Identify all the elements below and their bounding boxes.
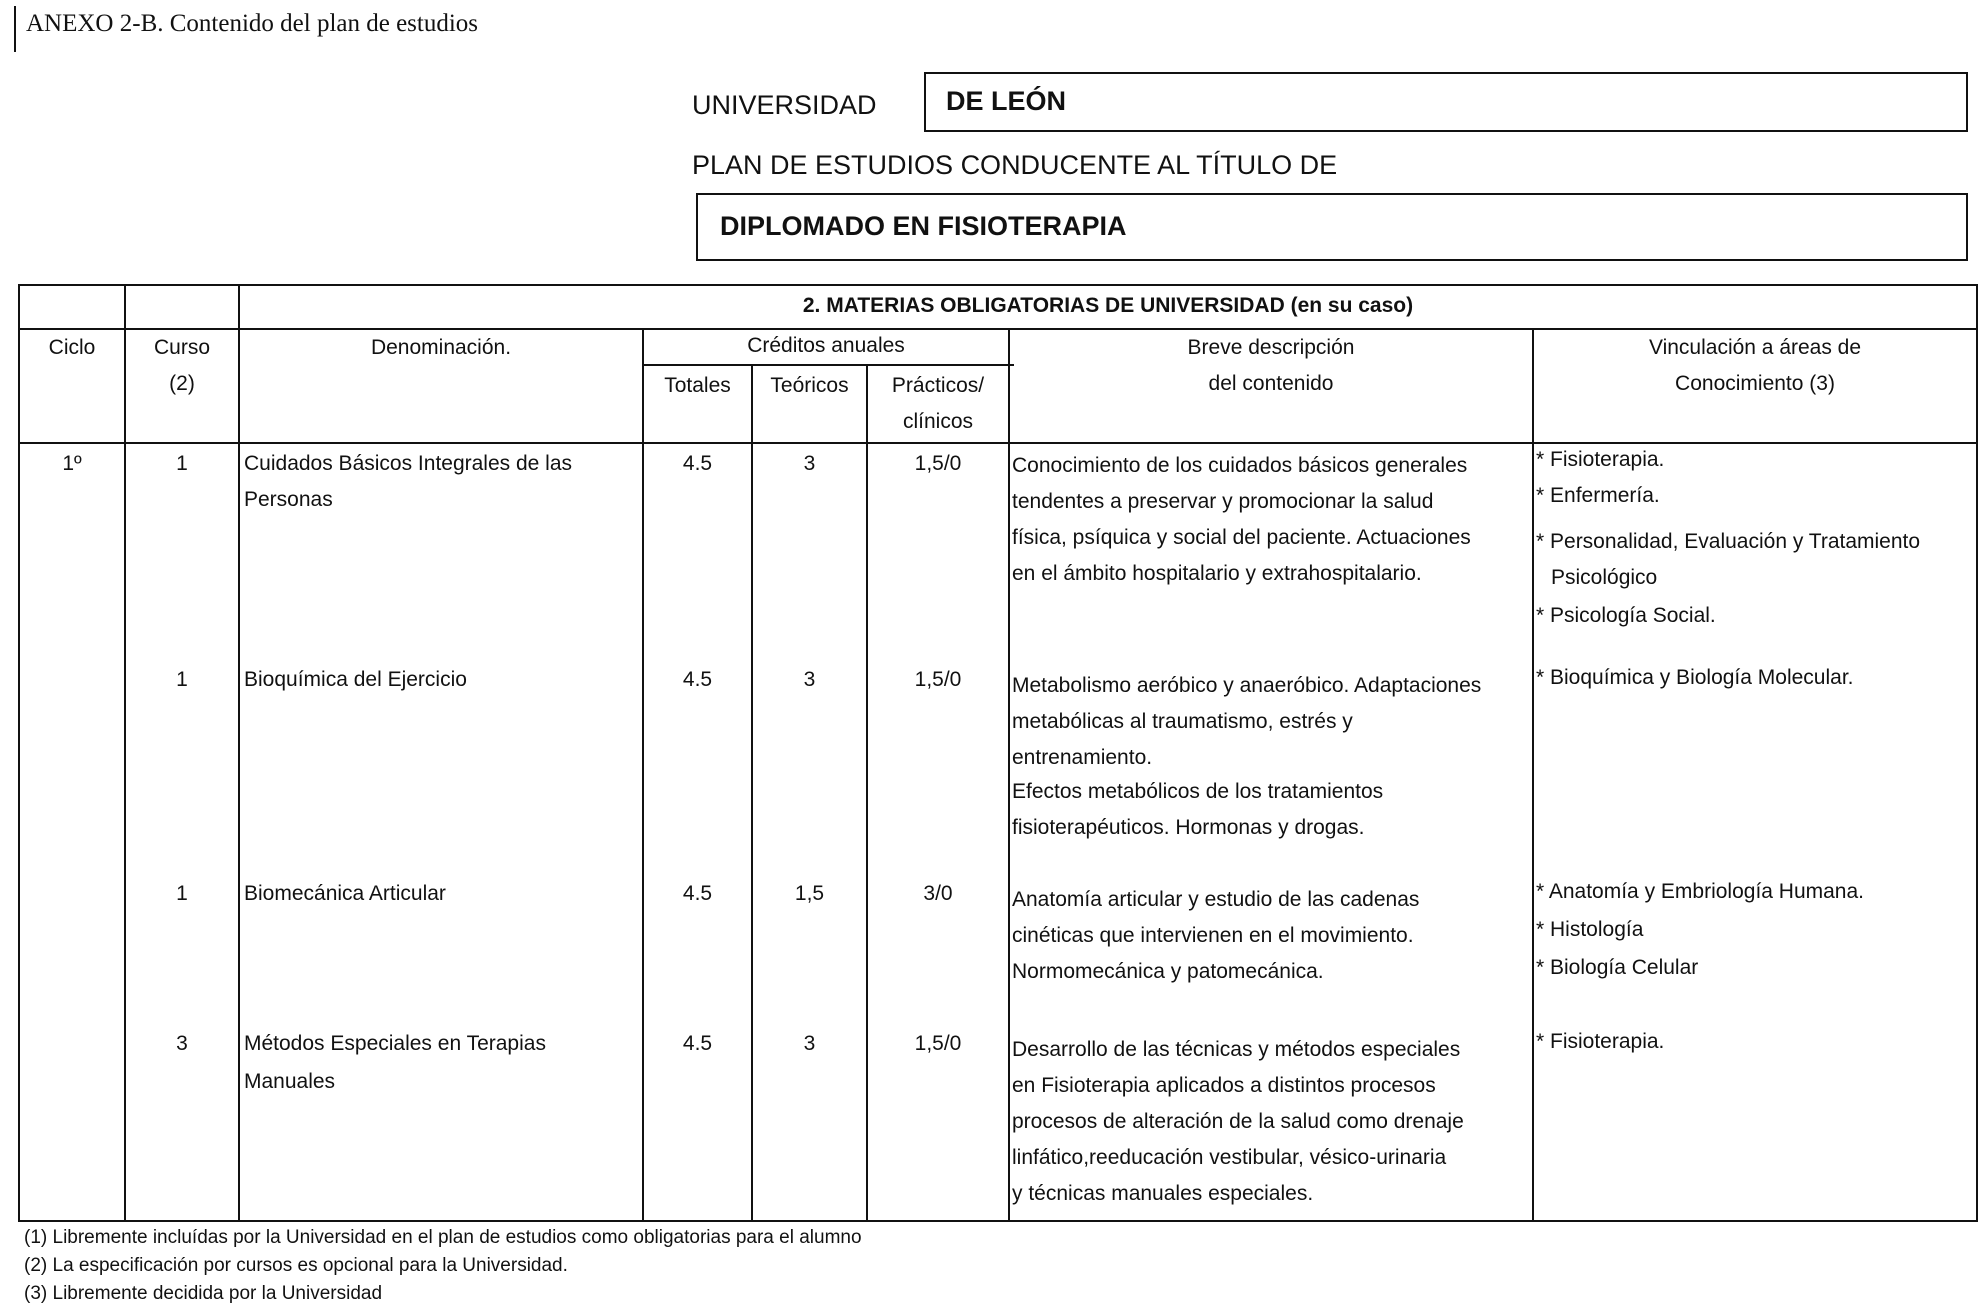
credits-subheader-divider [642, 364, 1014, 366]
table-border-right [1976, 284, 1978, 1222]
row-descripcion-line: tendentes a preservar y promocionar la salud [1012, 490, 1434, 513]
row-area: * Bioquímica y Biología Molecular. [1536, 666, 1854, 689]
row-practicos: 1,5/0 [914, 668, 962, 691]
row-practicos: 1,5/0 [914, 452, 962, 475]
header-vinculacion-line2: Conocimiento (3) [1675, 372, 1835, 395]
row-denominacion-line2: Manuales [244, 1070, 336, 1093]
column-divider [751, 364, 753, 1222]
row-practicos: 3/0 [923, 882, 953, 905]
row-area: * Anatomía y Embriología Humana. [1536, 880, 1865, 903]
column-divider [1008, 328, 1010, 1222]
row-descripcion-line: Conocimiento de los cuidados básicos generales [1012, 454, 1468, 477]
footnote: (2) La especificación por cursos es opcional para la Universidad. [24, 1255, 568, 1276]
table-border-bottom [18, 1220, 1978, 1222]
table-border-left [18, 284, 20, 1222]
row-area: * Psicología Social. [1536, 604, 1716, 627]
row-totales: 4.5 [682, 668, 713, 691]
row-totales: 4.5 [682, 882, 713, 905]
university-box [924, 72, 1968, 132]
row-totales: 4.5 [682, 1032, 713, 1055]
row-descripcion-line: entrenamiento. [1012, 746, 1153, 769]
annex-title: ANEXO 2-B. Contenido del plan de estudios [26, 10, 479, 37]
header-totales: Totales [664, 374, 731, 397]
row-teoricos: 3 [803, 452, 816, 475]
row-practicos: 1,5/0 [914, 1032, 962, 1055]
row-totales: 4.5 [682, 452, 713, 475]
university-value: DE LEÓN [946, 86, 1067, 116]
row-denominacion: Métodos Especiales en Terapias [244, 1032, 546, 1055]
row-area: * Biología Celular [1536, 956, 1699, 979]
header-descripcion: Breve descripción [1187, 336, 1355, 359]
row-ciclo: 1º [62, 452, 82, 475]
row-teoricos: 1,5 [794, 882, 825, 905]
header-teoricos: Teóricos [770, 374, 849, 397]
row-denominacion: Bioquímica del Ejercicio [244, 668, 467, 691]
row-descripcion-line: metabólicas al traumatismo, estrés y [1012, 710, 1353, 733]
row-denominacion: Cuidados Básicos Integrales de las [244, 452, 573, 475]
header-clinicos: clínicos [902, 410, 974, 433]
footnote: (1) Libremente incluídas por la Universidad en el plan de estudios como obligatorias para el alumno [24, 1227, 862, 1248]
row-descripcion-line: procesos de alteración de la salud como drenaje [1012, 1110, 1464, 1133]
row-area: * Fisioterapia. [1536, 448, 1665, 471]
header-ciclo: Ciclo [48, 336, 96, 359]
row-area: * Personalidad, Evaluación y Tratamiento [1536, 530, 1921, 553]
header-creditos: Créditos anuales [747, 334, 905, 357]
column-divider [1532, 328, 1534, 1222]
row-descripcion-line: en el ámbito hospitalario y extrahospitalario. [1012, 562, 1422, 585]
row-curso: 1 [176, 668, 188, 691]
header-practicos: Prácticos/ [891, 374, 985, 397]
header-curso-note: (2) [169, 372, 195, 395]
row-descripcion-line: Normomecánica y patomecánica. [1012, 960, 1324, 983]
row-area: * Enfermería. [1536, 484, 1660, 507]
header-curso: Curso [153, 336, 211, 359]
row-descripcion-line: cinéticas que intervienen en el movimiento. [1012, 924, 1414, 947]
margin-mark [14, 6, 16, 52]
row-descripcion-line: Desarrollo de las técnicas y métodos especiales [1012, 1038, 1461, 1061]
table-border-top [18, 284, 1978, 286]
row-area: * Fisioterapia. [1536, 1030, 1665, 1053]
row-area: Psicológico [1551, 566, 1658, 589]
header-denominacion: Denominación. [370, 336, 512, 359]
row-descripcion-line: Metabolismo aeróbico y anaeróbico. Adaptaciones [1012, 674, 1482, 697]
header-vinculacion: Vinculación a áreas de [1648, 336, 1862, 359]
row-descripcion-line: fisioterapéuticos. Hormonas y drogas. [1012, 816, 1365, 839]
plan-label: PLAN DE ESTUDIOS CONDUCENTE AL TÍTULO DE [692, 150, 1338, 180]
row-descripcion-line: Anatomía articular y estudio de las cadenas [1012, 888, 1420, 911]
row-area: * Histología [1536, 918, 1644, 941]
footnotes [24, 1224, 862, 1308]
row-teoricos: 3 [803, 1032, 816, 1055]
column-divider [866, 364, 868, 1222]
degree-value: DIPLOMADO EN FISIOTERAPIA [720, 211, 1127, 241]
row-descripcion-line: física, psíquica y social del paciente. Actuaciones [1012, 526, 1471, 549]
row-teoricos: 3 [803, 668, 816, 691]
row-descripcion-line: Efectos metabólicos de los tratamientos [1012, 780, 1384, 803]
column-divider [124, 284, 126, 1222]
university-label: UNIVERSIDAD [692, 90, 877, 120]
row-denominacion: Biomecánica Articular [244, 882, 446, 905]
degree-box [696, 193, 1968, 261]
header-descripcion-line2: del contenido [1208, 372, 1334, 395]
row-descripcion-line: y técnicas manuales especiales. [1012, 1182, 1314, 1205]
row-denominacion-line2: Personas [244, 488, 333, 511]
row-curso: 1 [176, 452, 188, 475]
section-title: 2. MATERIAS OBLIGATORIAS DE UNIVERSIDAD (en su caso) [802, 294, 1414, 317]
row-curso: 1 [176, 882, 188, 905]
column-divider [238, 284, 240, 1222]
header-body-divider [18, 442, 1978, 444]
subjects-table [18, 284, 1978, 1222]
row-descripcion-line: linfático,reeducación vestibular, vésico-urinaria [1012, 1146, 1447, 1169]
footnote: (3) Libremente decidida por la Universidad [24, 1283, 383, 1304]
row-curso: 3 [176, 1032, 188, 1055]
row-descripcion-line: en Fisioterapia aplicados a distintos procesos [1012, 1074, 1436, 1097]
